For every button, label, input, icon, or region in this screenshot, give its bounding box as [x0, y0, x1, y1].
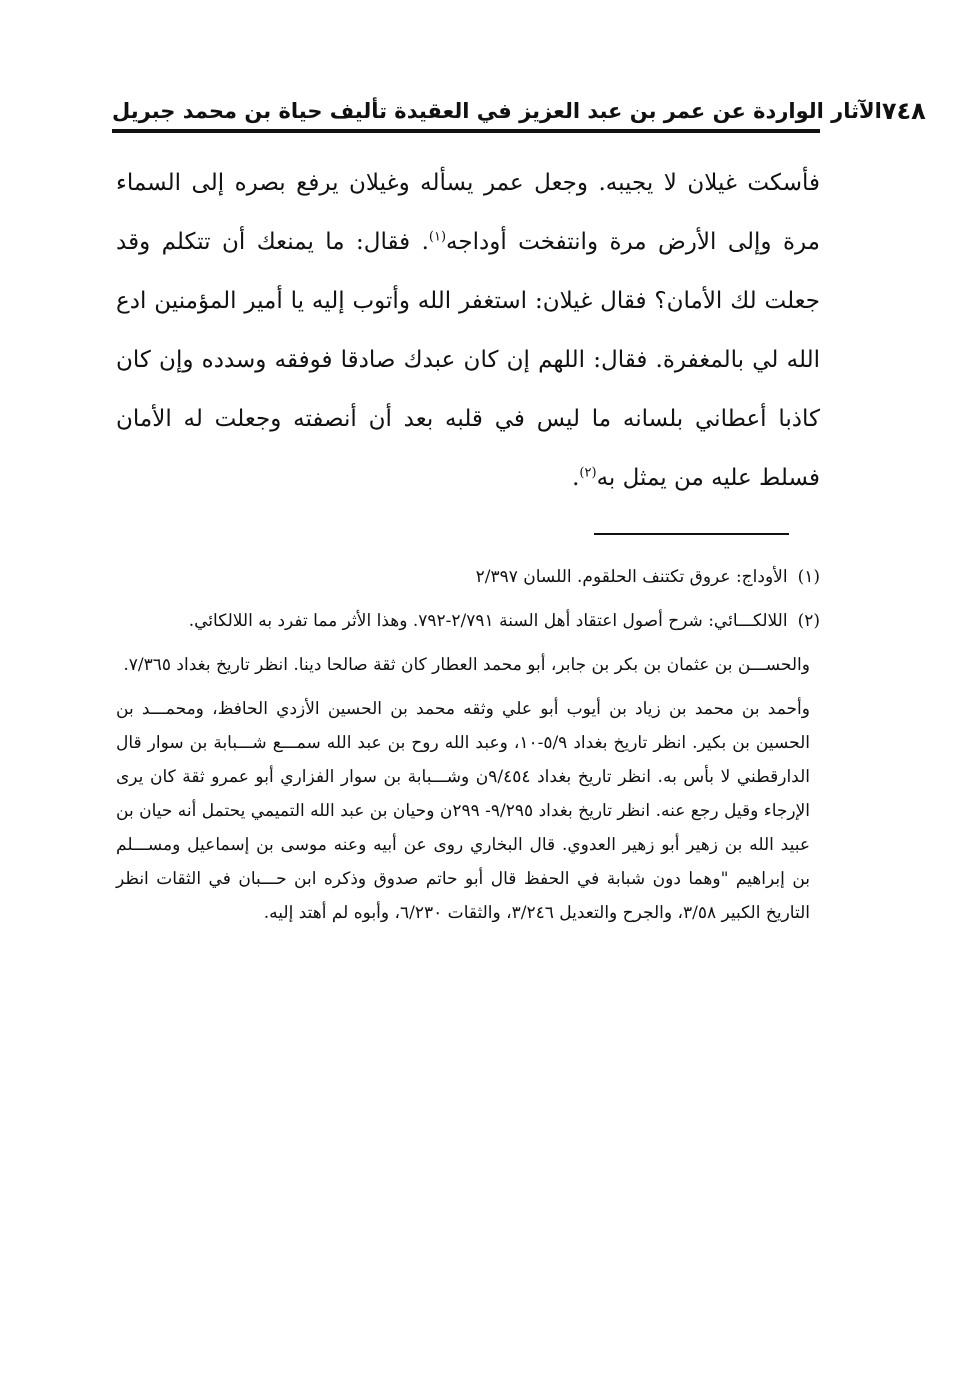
header-rule [112, 129, 820, 133]
footnote-1-number: (١) [797, 567, 820, 587]
footnote-2 [116, 604, 820, 638]
footnote-1 [116, 560, 820, 594]
main-paragraph [116, 154, 820, 508]
main-text-part-2: . فقال: ما يمنعك أن تتكلم وقد جعلت لك الأمان؟ فقال غيلان: استغفر الله وأتوب إليه يا أمير المؤمنين ادع الله لي بالمغفرة. فقال: اللهم إن كان عبدك صادقا فوفقه وسدده وإن كان كاذبا أعطاني بلسانه ما ليس في قلبه بعد أن أنصفته وجعلت له الأمان فسلط عليه من يمثل به [116, 229, 820, 491]
footnote-ref-1: (١) [428, 229, 447, 245]
footnote-ref-2: (٢) [579, 465, 597, 481]
main-text-part-1: فأسكت غيلان لا يجيبه. وجعل عمر يسأله وغيلان يرفع بصره إلى السماء مرة وإلى الأرض مرة وانتفخت أوداجه [116, 170, 821, 255]
footnote-2-paragraph-1: والحســـن بن عثمان بن بكر بن جابر، أبو محمد العطار كان ثقة صالحا دينا. انظر تاريخ بغداد ٧/٣٦٥. [123, 655, 810, 675]
page-number: ٧٤٨ [881, 97, 926, 125]
main-text-part-3: . [572, 465, 580, 491]
footnote-2-text: اللالكـــائي: شرح أصول اعتقاد أهل السنة ٢/٧٩١-٧٩٢. وهذا الأثر مما تفرد به اللالكائي. [188, 611, 788, 631]
header-title: الآثار الواردة عن عمر بن عبد العزيز في العقيدة تأليف حياة بن محمد جبريل [112, 99, 882, 123]
footnote-separator [594, 533, 789, 535]
running-header [112, 94, 926, 128]
footnotes [116, 560, 820, 940]
footnote-1-text: الأوداج: عروق تكتنف الحلقوم. اللسان ٢/٣٩٧ [475, 567, 788, 587]
footnote-2-number: (٢) [797, 611, 820, 631]
footnote-2-paragraph-2: وأحمد بن محمد بن زياد بن أيوب أبو علي وثقه محمد بن الحسين الأزدي الحافظ، ومحمـــد بن الحسين بن بكير. انظر تاريخ بغداد ٥/٩-١٠، وعبد الله روح بن عبد الله سمـــع شـــبابة بن سوار قال الدارقطني لا بأس به. انظر تاريخ بغداد ٩/٤٥٤ن وشـــبابة بن سوار الفزاري أبو عمرو ثقة كان يرى الإرجاء وقيل رجع عنه. انظر تاريخ بغداد ٩/٢٩٥- ٢٩٩ن وحيان بن عبد الله التميمي يحتمل أنه حيان بن عبيد الله بن زهير أبو زهير العدوي. قال البخاري روى عن أبيه وعنه موسى بن إسماعيل ومســـلم بن إبراهيم "وهما دون شبابة في الحفظ قال أبو حاتم صدوق وذكره ابن حـــبان في الثقات انظر التاريخ الكبير ٣/٥٨، والجرح والتعديل ٣/٢٤٦، والثقات ٦/٢٣٠، وأبوه لم أهتد إليه. [116, 699, 811, 923]
